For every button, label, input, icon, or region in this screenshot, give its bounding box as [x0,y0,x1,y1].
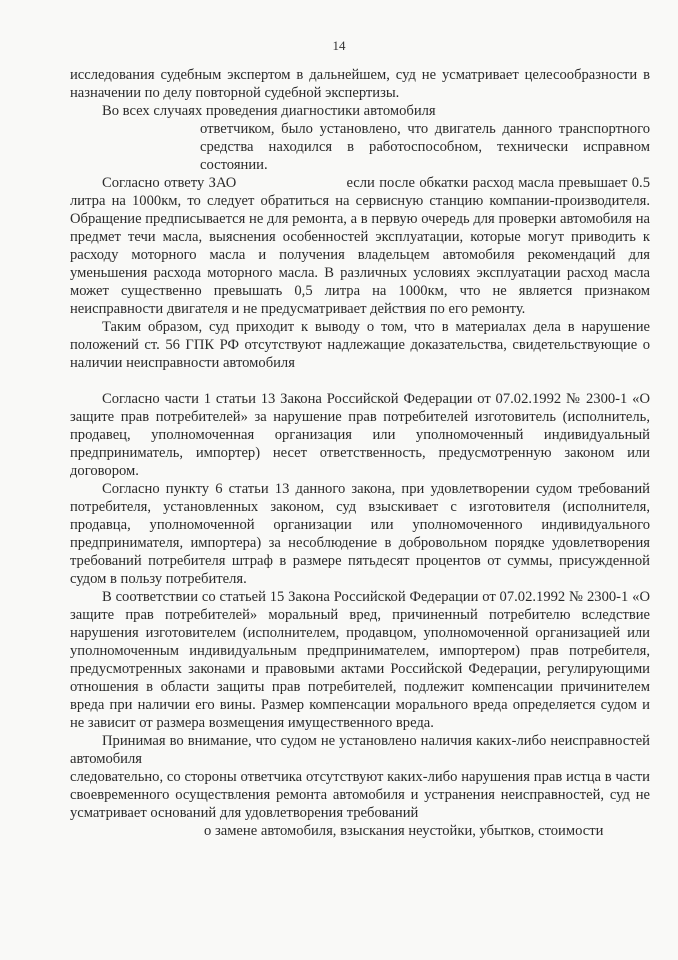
paragraph-2: Во всех случаях проведения диагностики автомобиля [102,103,436,119]
paragraph-1: исследования судебным экспертом в дальнейшем, суд не усматривает целесообразности в назначении по делу повторной судебной экспертизы. [70,67,650,101]
page-number: 14 [332,38,346,53]
paragraph-6: Согласно части 1 статьи 13 Закона Российской Федерации от 07.02.1992 № 2300-1 «О защите прав потребителей» за нарушение прав потребителей изготовитель (исполнитель, продавец, уполномоченная организация или уполномоченный индивидуальный предприниматель, импортер) несет ответственность, предусмотренную законом или договором. [70,391,650,479]
blank-line [70,372,650,390]
paragraph-9: Принимая во внимание, что судом не установлено наличия каких-либо неисправностей автомобиля [70,733,650,767]
paragraph-11: о замене автомобиля, взыскания неустойки, убытков, стоимости [204,823,604,839]
paragraph-3: ответчиком, было установлено, что двигатель данного транспортного средства находился в работоспособном, технически исправном состоянии. [200,121,650,173]
paragraph-4-cont: если после обкатки расход масла превышает 0.5 литра на 1000км, то следует обратиться на сервисную станцию компании-производителя. Обращение предписывается не для ремонта, а в первую очередь для проверки автомобиля на предмет течи масла, выяснения особенностей эксплуатации, которые могут приводить к расходу моторного масла и получения владельцем автомобиля рекомендаций для уменьшения расхода моторного масла. В различных условиях эксплуатации расход масла может существенно превышать 0,5 литра на 1000км, что не является признаком неисправности двигателя и не предусматривает действия по его ремонту. [70,175,650,317]
paragraph-4-start: Согласно ответу ЗАО [102,175,237,191]
document-body [70,66,650,840]
paragraph-4 [70,174,650,318]
paragraph-5: Таким образом, суд приходит к выводу о том, что в материалах дела в нарушение положений ст. 56 ГПК РФ отсутствуют надлежащие доказательства, свидетельствующие о наличии неисправности автомобиля [70,319,650,371]
paragraph-8: В соответствии со статьей 15 Закона Российской Федерации от 07.02.1992 № 2300-1 «О защите прав потребителей» моральный вред, причиненный потребителю вследствие нарушения изготовителем (исполнителем, продавцом, уполномоченной организацией или уполномоченным индивидуальным предпринимателем, импортером) прав потребителя, предусмотренных законами и правовыми актами Российской Федерации, регулирующими отношения в области защиты прав потребителей, подлежит компенсации причинителем вреда при наличии его вины. Размер компенсации морального вреда определяется судом и не зависит от размера возмещения имущественного вреда. [70,589,650,731]
paragraph-7: Согласно пункту 6 статьи 13 данного закона, при удовлетворении судом требований потребителя, установленных законом, суд взыскивает с изготовителя (исполнителя, продавца, уполномоченной организации или уполномоченного индивидуального предпринимателя, импортера) за несоблюдение в добровольном порядке удовлетворения требований потребителя штраф в размере пятьдесят процентов от суммы, присужденной судом в пользу потребителя. [70,481,650,587]
paragraph-10: следовательно, со стороны ответчика отсутствуют каких-либо нарушения прав истца в части своевременного осуществления ремонта автомобиля и устранения неисправностей, суд не усматривает оснований для удовлетворения требований [70,769,650,821]
